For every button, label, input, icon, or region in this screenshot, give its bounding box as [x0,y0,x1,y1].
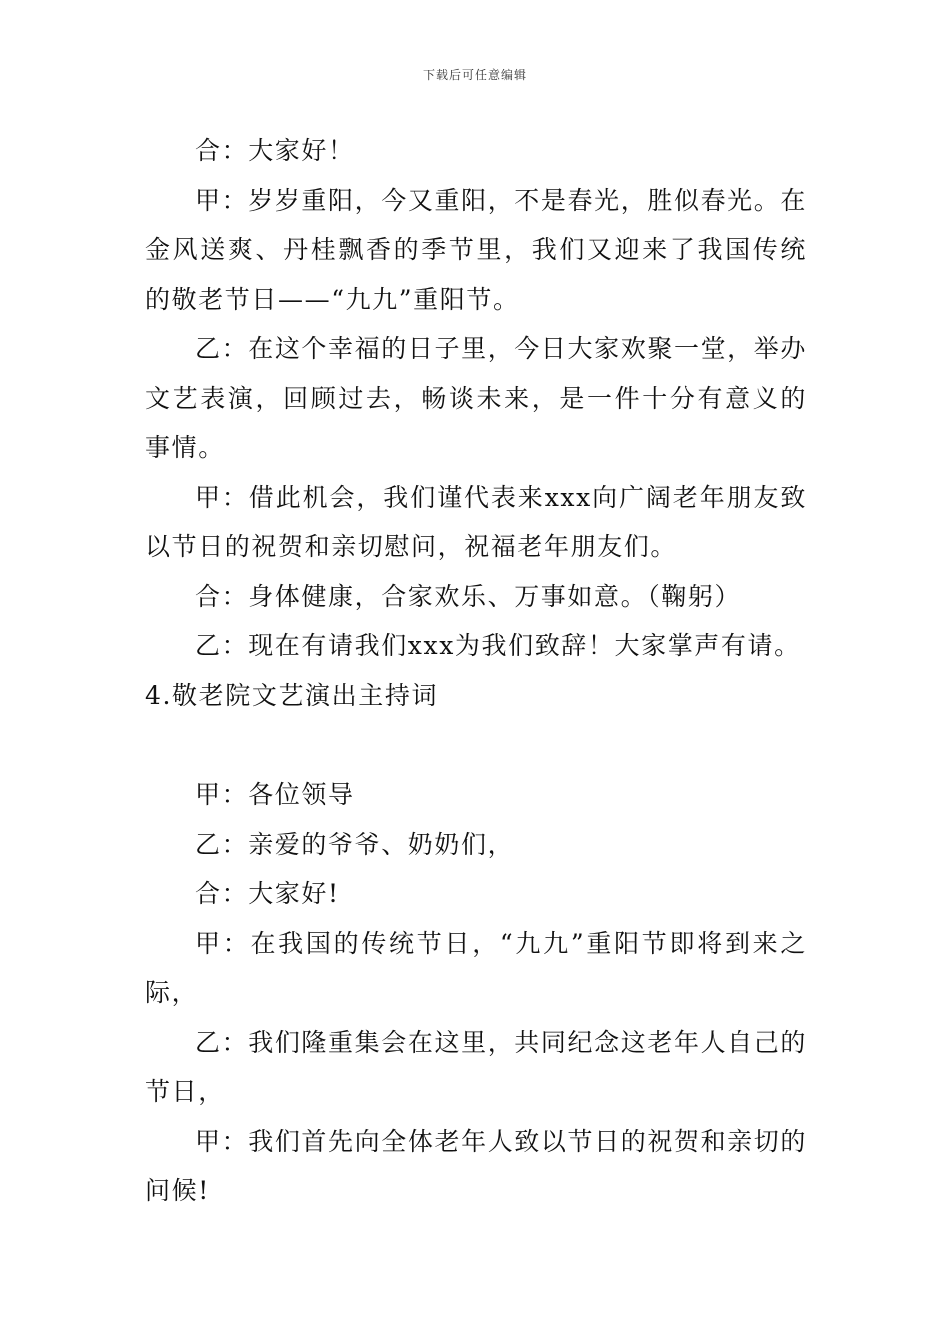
dialogue-paragraph: 甲：各位领导 [195,780,355,809]
dialogue-paragraph: 乙：我们隆重集会在这里，共同纪念这老年人自己的节日， [145,1027,807,1106]
section-title: 4.敬老院文艺演出主持词 [145,680,439,710]
section-spacer [145,720,807,770]
dialogue-paragraph: 合：身体健康，合家欢乐、万事如意。（鞠躬） [195,581,742,611]
dialogue-paragraph: 甲：我们首先向全体老年人致以节日的祝贺和亲切的问候! [145,1126,807,1205]
dialogue-paragraph: 甲：在我国的传统节日，“九九”重阳节即将到来之际， [145,928,807,1007]
dialogue-paragraph: 乙：现在有请我们xxx为我们致辞！大家掌声有请。 [195,631,801,660]
dialogue-paragraph: 合：大家好! [195,879,340,908]
dialogue-paragraph: 乙：亲爱的爷爷、奶奶们， [195,829,515,859]
dialogue-paragraph: 甲：借此机会，我们谨代表来xxx向广阔老年朋友致以节日的祝贺和亲切慰问，祝福老年朋友们。 [145,482,807,561]
page-header-note: 下载后可任意编辑 [422,68,527,82]
document-body [145,126,807,1216]
dialogue-paragraph: 合：大家好！ [195,136,355,165]
dialogue-paragraph: 甲：岁岁重阳，今又重阳，不是春光，胜似春光。在金风送爽、丹桂飘香的季节里，我们又迎来了我国传统的敬老节日——“九九”重阳节。 [145,185,807,314]
dialogue-paragraph: 乙：在这个幸福的日子里，今日大家欢聚一堂，举办文艺表演，回顾过去，畅谈未来，是一件十分有意义的事情。 [145,334,807,462]
